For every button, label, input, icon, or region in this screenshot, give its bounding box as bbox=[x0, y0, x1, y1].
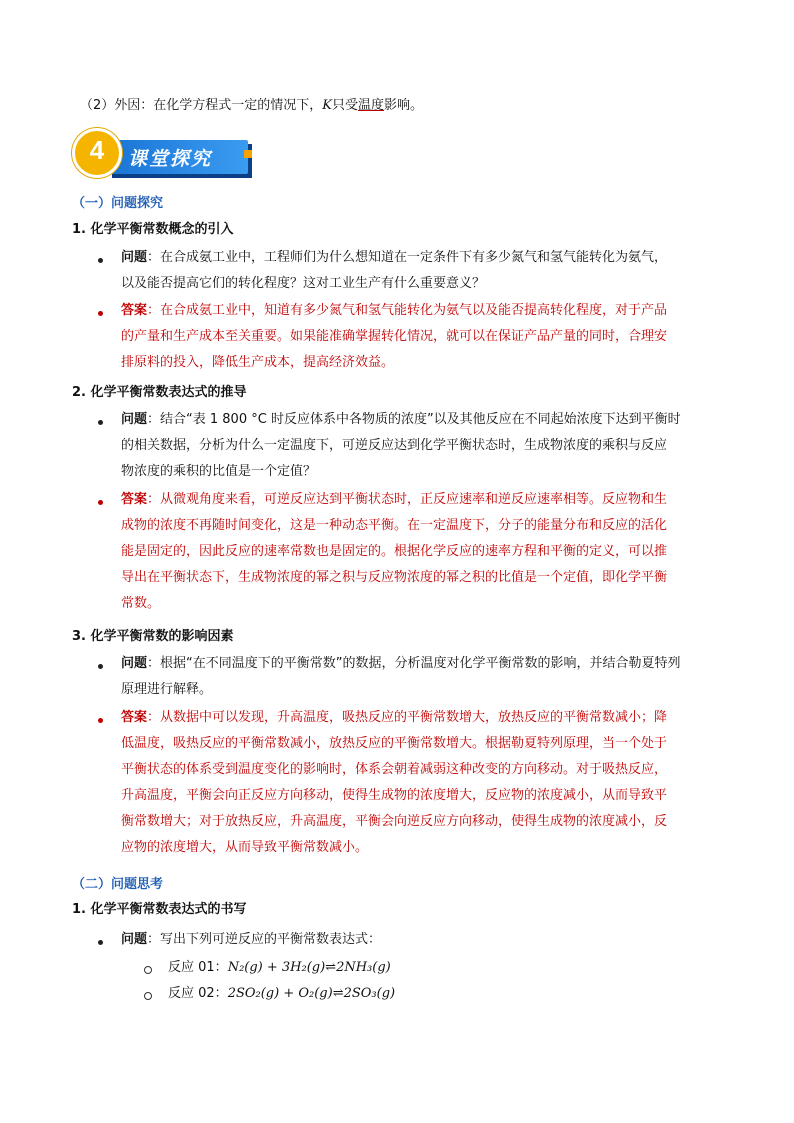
question-text: ：写出下列可逆反应的平衡常数表达式： bbox=[147, 932, 382, 947]
intro-underlined-term: 温度 bbox=[358, 98, 385, 113]
reaction-label: 反应 01： bbox=[168, 960, 228, 975]
section-heading-4: 1. 化学平衡常数表达式的书写 bbox=[72, 902, 247, 917]
section-heading-1: 1. 化学平衡常数概念的引入 bbox=[72, 222, 234, 237]
answer-line: 排原料的投入，降低生产成本，提高经济效益。 bbox=[121, 355, 395, 370]
question-2 bbox=[121, 407, 721, 485]
bullet bbox=[98, 500, 103, 505]
question-label: 问题 bbox=[121, 412, 148, 427]
answer-line: 的产量和生产成本至关重要。如果能准确掌握转化情况，就可以在保证产品产量的同时，合理安 bbox=[121, 329, 668, 344]
bullet bbox=[98, 664, 103, 669]
question-line: ：结合“表 1 800 °C 时反应体系中各物质的浓度”以及其他反应在不同起始浓度下达到平衡时 bbox=[147, 412, 681, 427]
question-line: ：在合成氨工业中，工程师们为什么想知道在一定条件下有多少氮气和氢气能转化为氨气， bbox=[147, 250, 668, 265]
answer-line: 应物的浓度增大，从而导致平衡常数减小。 bbox=[121, 840, 369, 855]
answer-line: 常数。 bbox=[121, 596, 161, 611]
answer-line: 低温度，吸热反应的平衡常数减小，放热反应的平衡常数增大。根据勒夏特列原理，当一个处于 bbox=[121, 736, 668, 751]
answer-line: 升高温度，平衡会向正反应方向移动，使得生成物的浓度增大，反应物的浓度减小，从而导致平 bbox=[121, 788, 668, 803]
intro-suffix: 影响。 bbox=[384, 98, 424, 113]
answer-line: 能是固定的，因此反应的速率常数也是固定的。根据化学反应的速率方程和平衡的定义，可以推 bbox=[121, 544, 668, 559]
question-line: 以及能否提高它们的转化程度？这对工业生产有什么重要意义？ bbox=[121, 276, 486, 291]
answer-label: 答案 bbox=[121, 710, 148, 725]
answer-line: 衡常数增大；对于放热反应，升高温度，平衡会向逆反应方向移动，使得生成物的浓度减小，反 bbox=[121, 814, 668, 829]
answer-label: 答案 bbox=[121, 303, 148, 318]
answer-3 bbox=[121, 705, 721, 861]
intro-prefix: （2）外因：在化学方程式一定的情况下， bbox=[80, 98, 323, 113]
bullet bbox=[98, 258, 103, 263]
question-line: 物浓度的乘积的比值是一个定值？ bbox=[121, 464, 317, 479]
question-1 bbox=[121, 245, 721, 297]
section-heading-2: 2. 化学平衡常数表达式的推导 bbox=[72, 385, 247, 400]
part-heading-1: （一）问题探究 bbox=[72, 196, 164, 211]
bullet bbox=[98, 718, 103, 723]
answer-line: ：从微观角度来看，可逆反应达到平衡状态时，正反应速率和逆反应速率相等。反应物和生 bbox=[147, 492, 668, 507]
sub-bullet bbox=[144, 966, 152, 974]
intro-line bbox=[80, 96, 423, 116]
reaction-1 bbox=[168, 958, 391, 978]
reaction-2 bbox=[168, 984, 395, 1004]
question-label: 问题 bbox=[121, 656, 148, 671]
reaction-equation: N₂(g) + 3H₂(g)⇌2NH₃(g) bbox=[227, 960, 391, 975]
intro-mid: 只受 bbox=[332, 98, 359, 113]
bullet bbox=[98, 311, 103, 316]
banner-title: 课堂探究 bbox=[128, 148, 213, 170]
answer-line: ：在合成氨工业中，知道有多少氮气和氢气能转化为氨气以及能否提高转化程度，对于产品 bbox=[147, 303, 668, 318]
question-line: ：根据“在不同温度下的平衡常数”的数据，分析温度对化学平衡常数的影响，并结合勒夏特列 bbox=[147, 656, 681, 671]
answer-2 bbox=[121, 487, 721, 617]
answer-1 bbox=[121, 298, 721, 376]
section-banner bbox=[72, 126, 262, 184]
answer-line: 成物的浓度不再随时间变化，这是一种动态平衡。在一定温度下，分子的能量分布和反应的活化 bbox=[121, 518, 668, 533]
section-heading-3: 3. 化学平衡常数的影响因素 bbox=[72, 629, 234, 644]
answer-label: 答案 bbox=[121, 492, 148, 507]
question-label: 问题 bbox=[121, 250, 148, 265]
reaction-label: 反应 02： bbox=[168, 986, 228, 1001]
bullet bbox=[98, 420, 103, 425]
bullet bbox=[98, 940, 103, 945]
reaction-equation: 2SO₂(g) + O₂(g)⇌2SO₃(g) bbox=[227, 986, 396, 1001]
question-4 bbox=[121, 927, 721, 953]
answer-line: 平衡状态的体系受到温度变化的影响时，体系会朝着减弱这种改变的方向移动。对于吸热反应， bbox=[121, 762, 668, 777]
answer-line: 导出在平衡状态下，生成物浓度的幂之积与反应物浓度的幂之积的比值是一个定值，即化学平衡 bbox=[121, 570, 668, 585]
part-heading-2: （二）问题思考 bbox=[72, 877, 164, 892]
question-line: 的相关数据，分析为什么一定温度下，可逆反应达到化学平衡状态时，生成物浓度的乘积与反应 bbox=[121, 438, 668, 453]
answer-line: ：从数据中可以发现，升高温度，吸热反应的平衡常数增大，放热反应的平衡常数减小；降 bbox=[147, 710, 668, 725]
banner-number: 4 bbox=[89, 135, 105, 165]
question-3 bbox=[121, 651, 721, 703]
question-label: 问题 bbox=[121, 932, 148, 947]
intro-k-symbol: K bbox=[322, 98, 332, 113]
banner-accent-square bbox=[244, 150, 252, 158]
sub-bullet bbox=[144, 992, 152, 1000]
question-line: 原理进行解释。 bbox=[121, 682, 213, 697]
banner-number-badge bbox=[72, 128, 122, 178]
